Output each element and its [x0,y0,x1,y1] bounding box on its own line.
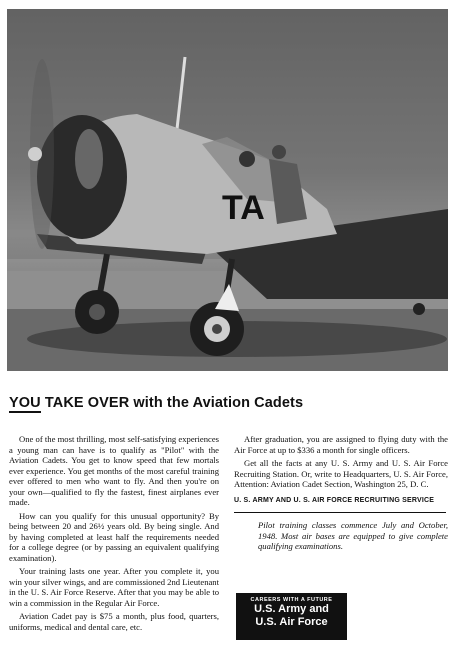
careers-badge [236,593,347,640]
headline-rest: TAKE OVER with the Aviation Cadets [40,395,304,411]
left-paragraph-1: One of the most thrilling, most self-satisfying experiences a young man can have is to qualify as "Pilot" with the Aviation Cadets. You get to know speed that few mortals ever experience. You get months of the most careful training ever offered to men who want to fly. And then you're on your own—qualified to fly the fastest, finest airplanes ever made. [9,434,219,507]
left-paragraph-3: Your training lasts one year. After you complete it, you win your silver wings, and are commissioned 2nd Lieutenant in the U. S. Air Force Reserve. After that you may be able to win a commission in the Regular Air Force. [9,566,219,608]
right-paragraph-2: Get all the facts at any U. S. Army and U. S. Air Force Recruiting Station. Or, write to Headquarters, U. S. Air Force, Attention: Aviation Cadet Section, Washington 25, D. C. [234,458,448,489]
left-column [9,434,219,635]
badge-line-air-force: U.S. Air Force [255,616,328,628]
airplane-illustration [7,9,448,371]
fuselage-marking: TA [222,189,265,227]
recruiting-service-line: U. S. ARMY AND U. S. AIR FORCE RECRUITING SERVICE [234,496,435,504]
badge-tagline: CAREERS WITH A FUTURE [250,597,333,603]
badge-line-army: U.S. Army and [254,603,329,615]
training-notice: Pilot training classes commence July and October, 1948. Most air bases are equipped to give complete qualifying examinations. [258,520,448,551]
divider-rule [234,512,446,513]
airplane-photo [7,9,448,371]
right-paragraph-1: After graduation, you are assigned to flying duty with the Air Force at up to $336 a month for single officers. [234,434,448,455]
left-paragraph-2: How can you qualify for this unusual opportunity? By being between 20 and 26½ years old. By being single. And by having completed at least half the requirements needed for a college degree (or by passing an equivalent qualifying examination). [9,510,219,563]
left-paragraph-4: Aviation Cadet pay is $75 a month, plus food, quarters, uniforms, medical and dental care, etc. [9,611,219,632]
headline [9,395,449,411]
headline-emphasis: YOU [9,395,41,411]
right-column [234,434,448,552]
